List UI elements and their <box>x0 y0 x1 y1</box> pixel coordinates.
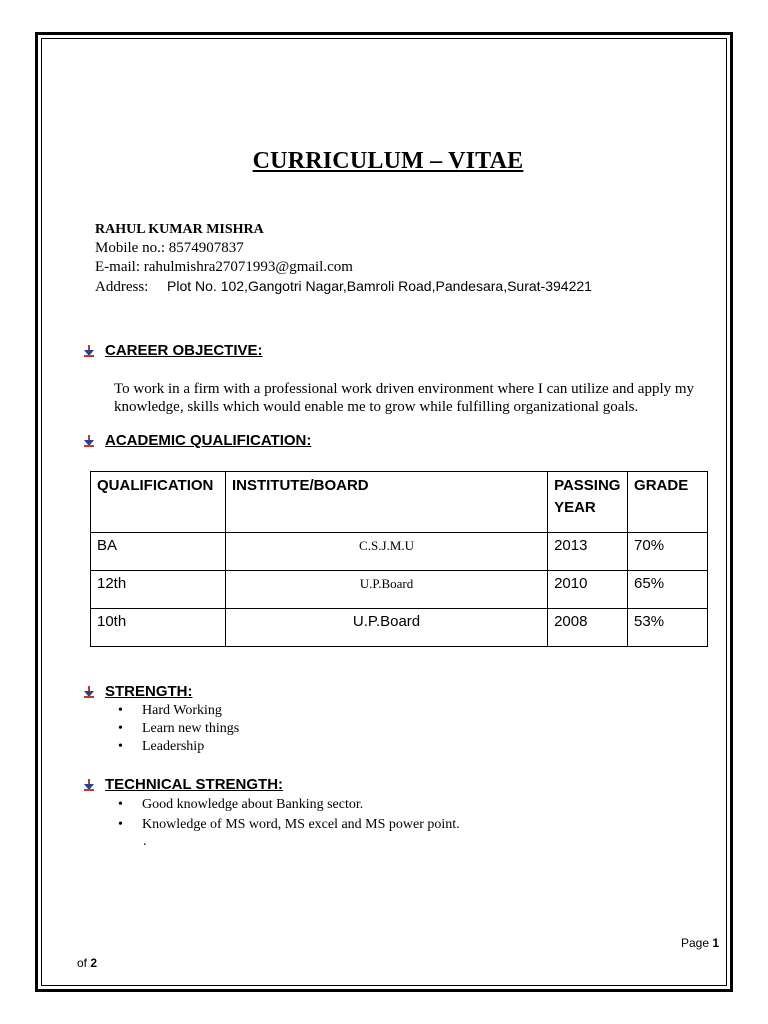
page-current: 1 <box>712 936 720 950</box>
arrow-down-bullet-icon <box>83 686 95 698</box>
qualification-cell: BA <box>91 533 226 571</box>
technical-strength-label: TECHNICAL STRENGTH: <box>105 776 284 793</box>
column-header: PASSING YEAR <box>548 472 628 533</box>
career-objective-label: CAREER OBJECTIVE: <box>105 342 263 359</box>
email-line: E-mail: rahulmishra27071993@gmail.com <box>95 259 353 275</box>
strength-heading <box>83 683 193 700</box>
table-row <box>91 609 708 647</box>
arrow-down-bullet-icon <box>83 779 95 791</box>
page-total: 2 <box>90 956 98 970</box>
bullet-dot: • <box>118 703 123 718</box>
of-word: of <box>77 956 88 970</box>
qualification-cell: 10th <box>91 609 226 647</box>
page-number-total <box>77 956 97 970</box>
grade-cell: 65% <box>628 571 708 609</box>
page-number-current <box>681 936 719 950</box>
passing-year-cell: 2010 <box>548 571 628 609</box>
candidate-name: RAHUL KUMAR MISHRA <box>95 222 264 237</box>
address-label: Address: <box>95 279 149 295</box>
strength-label: STRENGTH: <box>105 683 193 700</box>
bullet-dot: • <box>118 797 123 812</box>
mobile-line: Mobile no.: 8574907837 <box>95 240 244 256</box>
bullet-dot: • <box>118 721 123 736</box>
passing-year-cell: 2008 <box>548 609 628 647</box>
address-value: Plot No. 102,Gangotri Nagar,Bamroli Road,Pandesara,Surat-394221 <box>167 278 592 294</box>
list-item-text: Knowledge of MS word, MS excel and MS power point. <box>142 817 460 832</box>
address-line <box>95 277 592 297</box>
career-objective-heading <box>83 342 263 359</box>
arrow-down-bullet-icon <box>83 435 95 447</box>
column-header: GRADE <box>628 472 708 533</box>
list-item-text: Learn new things <box>142 721 240 736</box>
academic-heading <box>83 432 311 449</box>
qualification-cell: 12th <box>91 571 226 609</box>
technical-strength-heading <box>83 776 283 793</box>
academic-table <box>90 471 708 647</box>
grade-cell: 70% <box>628 533 708 571</box>
list-item-text: Leadership <box>142 739 205 754</box>
technical-strength-list <box>118 796 460 834</box>
column-header: INSTITUTE/BOARD <box>225 472 547 533</box>
institute-cell: U.P.Board <box>225 571 547 609</box>
institute-cell: C.S.J.M.U <box>225 533 547 571</box>
list-item-text: Hard Working <box>142 703 222 718</box>
list-item <box>118 702 239 720</box>
column-header: QUALIFICATION <box>91 472 226 533</box>
institute-cell: U.P.Board <box>225 609 547 647</box>
passing-year-cell: 2013 <box>548 533 628 571</box>
strength-list <box>118 702 239 756</box>
career-objective-text: To work in a firm with a professional work driven environment where I can utilize and apply my knowledge, skills which would enable me to grow while fulfilling organizational goals. <box>114 381 695 415</box>
list-item <box>118 738 239 756</box>
list-item <box>118 816 460 834</box>
table-header-row <box>91 472 708 533</box>
list-item-text: Good knowledge about Banking sector. <box>142 797 364 812</box>
table-row <box>91 533 708 571</box>
page-word: Page <box>681 936 710 950</box>
contact-block <box>95 220 592 297</box>
list-item <box>118 796 460 814</box>
academic-label: ACADEMIC QUALIFICATION: <box>105 432 312 449</box>
bullet-dot: • <box>118 739 123 754</box>
grade-cell: 53% <box>628 609 708 647</box>
document-title: CURRICULUM – VITAE <box>252 148 524 174</box>
trailing-period: . <box>143 834 147 849</box>
table-row <box>91 571 708 609</box>
arrow-down-bullet-icon <box>83 345 95 357</box>
list-item <box>118 720 239 738</box>
bullet-dot: • <box>118 817 123 832</box>
